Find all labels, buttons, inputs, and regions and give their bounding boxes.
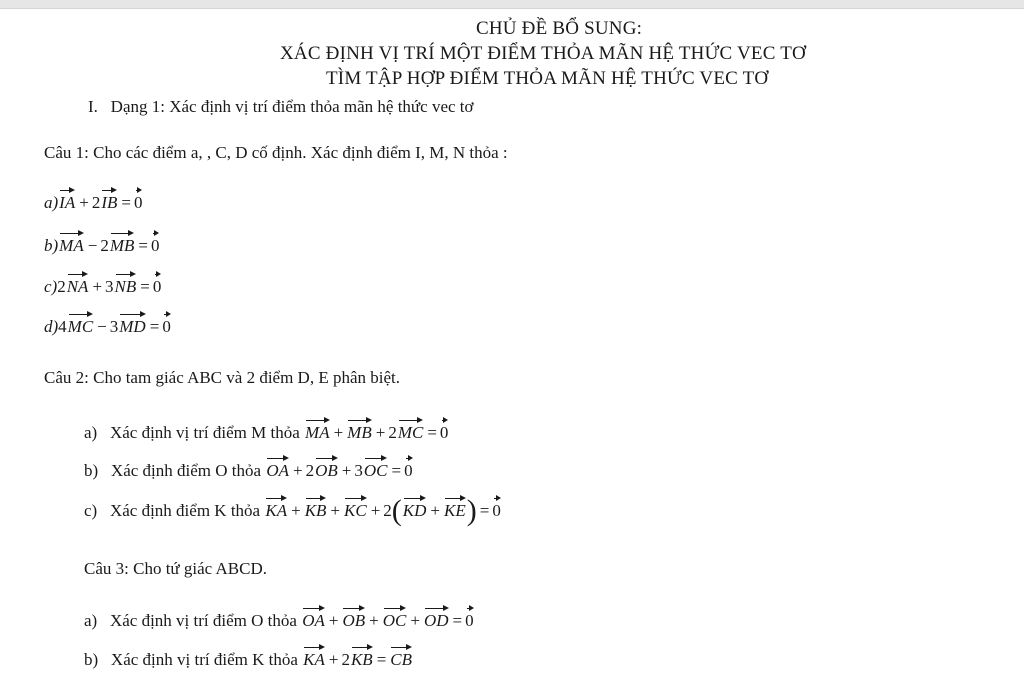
vector-ka: KA <box>265 496 287 521</box>
q1-item-c: c)2NA + 3NB = 0 <box>44 272 161 297</box>
vector-ob: OB <box>342 606 365 631</box>
q2-item-b: b) Xác định điểm O thỏa OA + 2OB + 3OC = 0 <box>84 456 413 481</box>
vector-kd: KD <box>403 496 427 521</box>
vector-na: NA <box>67 272 89 297</box>
vector-od: OD <box>424 606 449 631</box>
zero-vector: 0 <box>134 188 143 213</box>
left-paren: ( <box>391 494 402 527</box>
zero-vector: 0 <box>153 272 162 297</box>
item-text: Xác định vị trí điểm M thỏa <box>109 423 300 442</box>
q1-item-d: d)4MC − 3MD = 0 <box>44 312 171 337</box>
zero-vector: 0 <box>492 496 501 521</box>
q1-item-a: a)IA + 2IB = 0 <box>44 188 142 213</box>
item-label: a) <box>84 611 98 630</box>
zero-vector: 0 <box>440 418 449 443</box>
vector-ma: MA <box>59 231 84 256</box>
zero-vector: 0 <box>465 606 474 631</box>
window-top-bar <box>0 0 1024 9</box>
item-text: Xác định vị trí điểm K thỏa <box>110 650 298 669</box>
q1-item-b: b)MA − 2MB = 0 <box>44 231 159 256</box>
item-label: d) <box>44 317 59 336</box>
item-label: c) <box>44 277 58 296</box>
vector-kb: KB <box>305 496 327 521</box>
q3-item-a: a) Xác định vị trí điểm O thỏa OA + OB + OC + OD = 0 <box>84 606 474 631</box>
section-1-heading <box>88 97 474 117</box>
item-label: b) <box>84 650 99 669</box>
item-label: a) <box>44 193 59 212</box>
item-label: a) <box>84 423 98 442</box>
vector-md: MD <box>119 312 145 337</box>
vector-nb: NB <box>115 272 137 297</box>
zero-vector: 0 <box>151 231 160 256</box>
vector-mc: MC <box>398 418 424 443</box>
vector-oc: OC <box>364 456 388 481</box>
q3-item-b: b) Xác định vị trí điểm K thỏa KA + 2KB = CB <box>84 645 413 670</box>
q2-item-a: a) Xác định vị trí điểm M thỏa MA + MB + 2MC = 0 <box>84 418 448 443</box>
vector-oa: OA <box>302 606 325 631</box>
header-line-2: XÁC ĐỊNH VỊ TRÍ MỘT ĐIỂM THỎA MÃN HỆ THỨC VEC TƠ <box>280 43 806 64</box>
item-text: Xác định điểm O thỏa <box>110 461 262 480</box>
header-line-3: TÌM TẬP HỢP ĐIỂM THỎA MÃN HỆ THỨC VEC TƠ <box>326 68 769 89</box>
vector-kb: KB <box>351 645 373 670</box>
right-paren: ) <box>466 494 477 527</box>
item-text: Xác định vị trí điểm O thỏa <box>109 611 297 630</box>
zero-vector: 0 <box>404 456 413 481</box>
vector-kc: KC <box>344 496 367 521</box>
vector-ke: KE <box>444 496 466 521</box>
section-roman-numeral: I. <box>88 97 98 116</box>
vector-ob: OB <box>315 456 338 481</box>
vector-oc: OC <box>383 606 407 631</box>
vector-ka: KA <box>303 645 325 670</box>
item-label: b) <box>84 461 99 480</box>
header-line-1: CHỦ ĐỀ BỔ SUNG: <box>476 18 643 39</box>
item-label: b) <box>44 236 59 255</box>
vector-ma: MA <box>305 418 330 443</box>
item-label: c) <box>84 501 98 520</box>
question-2-text: Câu 2: Cho tam giác ABC và 2 điểm D, E phân biệt. <box>44 368 401 387</box>
vector-mb: MB <box>110 231 135 256</box>
question-3-text: Câu 3: Cho tứ giác ABCD. <box>84 559 267 578</box>
q2-item-c: c) Xác định điểm K thỏa KA + KB + KC + 2(KD + KE) = 0 <box>84 494 501 527</box>
question-1-text: Câu 1: Cho các điểm a, , C, D cố định. Xác định điểm I, M, N thỏa : <box>44 143 508 162</box>
vector-ia: IA <box>59 188 75 213</box>
vector-ib: IB <box>101 188 117 213</box>
section-title: Dạng 1: Xác định vị trí điểm thỏa mãn hệ thức vec tơ <box>110 97 474 116</box>
vector-mb: MB <box>347 418 372 443</box>
zero-vector: 0 <box>162 312 171 337</box>
vector-mc: MC <box>68 312 94 337</box>
vector-oa: OA <box>266 456 289 481</box>
item-text: Xác định điểm K thỏa <box>109 501 261 520</box>
vector-cb: CB <box>390 645 412 670</box>
